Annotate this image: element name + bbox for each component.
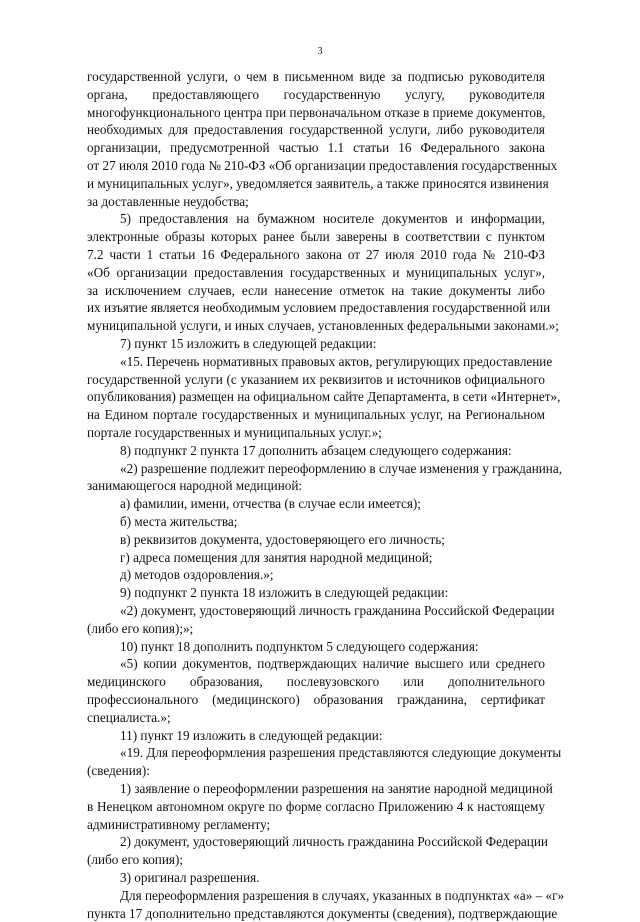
text-line: 8) подпункт 2 пункта 17 дополнить абзацем следующего содержания: [120,442,512,458]
text-line: 7) пункт 15 изложить в следующей редакции: [120,336,377,351]
text-line: электронные образы которых ранее были заверены в соответствии с пунктом [87,229,545,245]
text-line: медицинского образования, послевузовского или дополнительного [87,674,545,690]
text-line: 2) документ, удостоверяющий личность гражданина Российской Федерации [120,834,548,850]
text-line: на Едином портале государственных и муниципальных услуг, на Региональном [87,407,545,423]
text-line: многофункционального центра при первоначальном отказе в приеме документов, [87,104,546,120]
text-line: 9) подпункт 2 пункта 18 изложить в следующей редакции: [120,585,449,601]
text-line: государственной услуги (с указанием их реквизитов и источников официального [87,371,545,387]
text-line: «Об организации предоставления государственных и муниципальных услуг», [87,264,545,280]
text-line: 10) пункт 18 дополнить подпунктом 5 следующего содержания: [120,638,479,654]
text-line: органа, предоставляющего государственную услугу, руководителя [87,86,545,102]
page-number: 3 [317,46,323,57]
text-line: (либо его копия); [87,852,184,868]
text-line: д) методов оздоровления.»; [120,567,274,583]
text-line: (либо его копия);»; [87,620,194,636]
text-line: занимающегося народной медициной: [87,478,303,494]
text-line: административному регламенту; [87,816,271,832]
text-line: специалиста.»; [87,709,171,725]
text-line: 5) предоставления на бумажном носителе документов и информации, [120,211,545,227]
text-line: а) фамилии, имени, отчества (в случае если имеется); [120,496,421,512]
text-line: 3) оригинал разрешения. [120,870,260,885]
text-line: опубликования) размещен на официальном сайте Департамента, в сети «Интернет», [87,389,561,405]
text-line: организации, предусмотренной частью 1.1 статьи 16 Федерального закона [87,140,545,156]
text-line: «2) разрешение подлежит переоформлению в случае изменения у гражданина, [120,460,563,476]
text-line: г) адреса помещения для занятия народной медициной; [120,549,433,565]
text-line: пункта 17 дополнительно представляются документы (сведения), подтверждающие [87,905,558,921]
text-line: профессионального (медицинского) образования гражданина, сертификат [87,692,545,707]
text-line: «5) копии документов, подтверждающих наличие высшего или среднего [120,656,545,672]
text-line: Для переоформления разрешения в случаях, указанных в подпунктах «а» – «г» [120,887,565,903]
text-line: 1) заявление о переоформлении разрешения на занятие народной медициной [120,781,553,796]
text-line: муниципальной услуги, и иных случаев, установленных федеральными законами.»; [87,318,559,334]
text-line: «19. Для переоформления разрешения представляются следующие документы [120,745,562,761]
text-line: «15. Перечень нормативных правовых актов, регулирующих предоставление [120,353,553,369]
text-line: (сведения): [87,763,150,779]
text-line: 11) пункт 19 изложить в следующей редакции: [120,727,383,743]
text-line: в) реквизитов документа, удостоверяющего его личность; [120,531,445,547]
text-line: 7.2 части 1 статьи 16 Федерального закона от 27 июля 2010 года № 210-ФЗ [87,247,545,262]
text-line: в Ненецком автономном округе по форме согласно Приложению 4 к настоящему [87,798,545,814]
text-line: и муниципальных услуг», уведомляется заявитель, а также приносятся извинения [87,175,549,191]
text-line: б) места жительства; [120,514,238,529]
text-line: за исключением случаев, если нанесение отметок на такие документы либо [87,282,545,298]
text-line: от 27 июля 2010 года № 210-ФЗ «Об организации предоставления государственных [87,158,558,173]
text-line: необходимых для предоставления государственной услуги, либо руководителя [87,122,545,138]
text-line: их изъятие является необходимым условием предоставления государственной или [87,300,551,316]
text-line: государственной услуги, о чем в письменном виде за подписью руководителя [87,69,545,84]
text-line: за доставленные неудобства; [87,193,249,209]
text-line: «2) документ, удостоверяющий личность гражданина Российской Федерации [120,603,555,618]
text-line: портале государственных и муниципальных услуг.»; [87,425,382,440]
